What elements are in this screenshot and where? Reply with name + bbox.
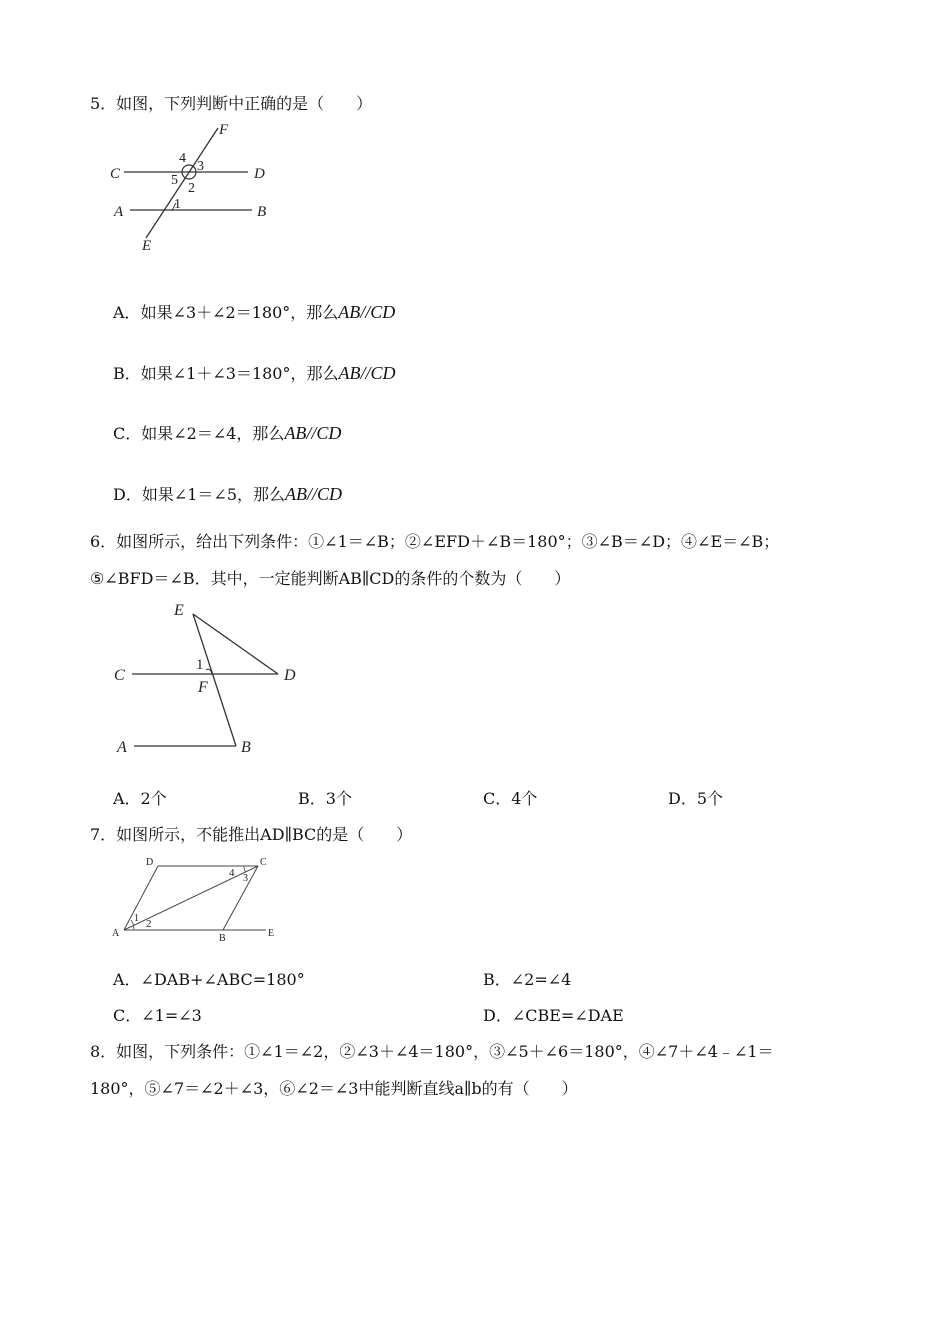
q7-label-4: 4 [229,867,235,879]
q6-label-C: C [114,667,125,684]
q7-option-a[interactable]: A．∠DAB+∠ABC=180° [113,970,305,989]
q7-figure [110,852,285,944]
q7-option-d[interactable]: D．∠CBE=∠DAE [483,1006,624,1025]
q6-label-A: A [117,739,127,756]
q8-stem-line2: 180°，⑤∠7＝∠2＋∠3，⑥∠2＝∠3中能判断直线a∥b的有（ ） [90,1079,578,1098]
q5-label-2: 2 [188,181,195,196]
q7-label-E: E [268,928,275,939]
q6-label-F: F [198,679,208,696]
q5-option-d[interactable] [113,484,342,505]
q5-label-B: B [257,204,267,220]
q5-option-a-condition: 如果∠3＋∠2＝180°，那么 [140,303,339,322]
q5-label-A: A [114,204,124,220]
q7-label-3: 3 [243,873,248,884]
q5-label-5: 5 [171,173,178,188]
q6-option-d[interactable]: D．5个 [668,789,724,808]
q7-label-C: C [260,857,267,868]
q7-label-1: 1 [134,913,139,924]
q7-label-B: B [219,933,226,944]
q7-label-A: A [112,928,120,939]
q7-option-b[interactable]: B．∠2=∠4 [483,970,572,989]
q6-label-1: 1 [196,657,204,673]
q7-label-D: D [146,857,154,868]
q6-option-a[interactable]: A．2个 [113,789,167,808]
q5-option-b-relation: AB//CD [338,363,396,383]
q5-option-c-condition: 如果∠2＝∠4，那么 [141,424,285,443]
q5-option-d-key: D． [113,485,142,504]
q5-option-c[interactable] [113,423,341,444]
q6-label-D: D [284,667,296,684]
q7-label-2: 2 [146,918,152,930]
q5-label-E: E [142,238,152,254]
q6-option-c[interactable]: C．4个 [483,789,538,808]
q5-stem: 5．如图，下列判断中正确的是（ ） [90,94,373,113]
q5-option-b[interactable] [113,363,395,384]
q7-stem: 7．如图所示，不能推出AD∥BC的是（ ） [90,825,413,844]
q5-label-1: 1 [174,197,181,212]
q7-option-c[interactable]: C．∠1=∠3 [113,1006,202,1025]
q6-stem-line2: ⑤∠BFD＝∠B．其中，一定能判断AB∥CD的条件的个数为（ ） [90,569,571,588]
q5-label-3: 3 [197,159,204,174]
q5-option-d-condition: 如果∠1＝∠5，那么 [141,485,286,504]
q5-option-a-relation: AB//CD [338,302,396,322]
q5-label-4: 4 [179,151,186,166]
q5-option-d-relation: AB//CD [285,484,343,504]
q6-stem-line1: 6．如图所示，给出下列条件：①∠1＝∠B；②∠EFD＋∠B＝180°；③∠B＝∠D；④∠E＝∠B； [90,532,780,551]
q5-option-b-key: B． [113,364,141,383]
q5-option-b-condition: 如果∠1＋∠3＝180°，那么 [140,364,339,383]
q6-figure [110,598,310,763]
q6-label-E: E [174,602,184,619]
q8-stem-line1: 8．如图，下列条件：①∠1＝∠2，②∠3＋∠4＝180°，③∠5＋∠6＝180°，④∠7＋∠4﹣∠1＝ [90,1042,774,1061]
q6-label-B: B [241,739,251,756]
q5-option-c-key: C． [113,424,142,443]
q5-option-c-relation: AB//CD [284,423,342,443]
q5-option-a-key: A． [113,303,141,322]
q5-label-D: D [254,166,265,182]
q5-label-C: C [110,166,121,182]
q6-option-b[interactable]: B．3个 [298,789,352,808]
q5-figure [100,122,290,257]
q5-label-F: F [219,122,229,138]
q5-option-a[interactable] [113,302,395,323]
